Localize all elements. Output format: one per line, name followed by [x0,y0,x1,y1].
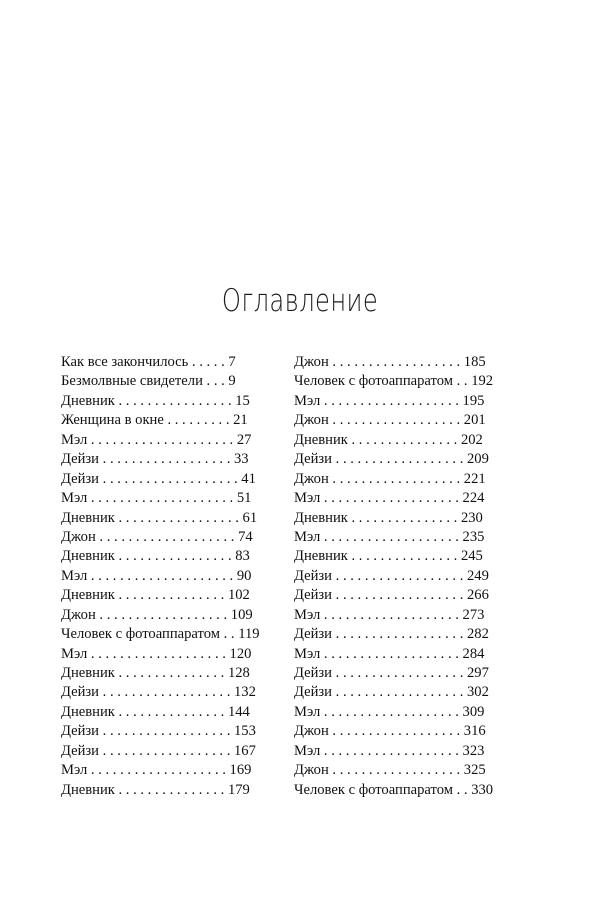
toc-entry: Дневник . . . . . . . . . . . . . . . 202 [294,431,483,448]
page-title: Оглавление [221,283,379,319]
toc-entry: Дейзи . . . . . . . . . . . . . . . . . . 282 [294,626,489,643]
toc-entry: Дневник . . . . . . . . . . . . . . . 102 [61,587,250,604]
toc-entry: Дейзи . . . . . . . . . . . . . . . . . . 297 [294,665,489,681]
toc-entry: Джон . . . . . . . . . . . . . . . . . . 221 [294,470,486,487]
toc-entry: Мэл . . . . . . . . . . . . . . . . . . . 224 [294,490,485,507]
toc-entry: Джон . . . . . . . . . . . . . . . . . . 109 [61,606,253,623]
toc-entry: Безмолвные свидетели . . . 9 [61,373,236,390]
toc-entry: Мэл . . . . . . . . . . . . . . . . . . . 169 [61,762,252,779]
toc-entry: Мэл . . . . . . . . . . . . . . . . . . . 120 [61,645,252,662]
toc-entry: Дейзи . . . . . . . . . . . . . . . . . . 132 [61,684,256,701]
toc-entry: Джон . . . . . . . . . . . . . . . . . . . 74 [61,528,253,545]
toc-entry: Дневник . . . . . . . . . . . . . . . 245 [294,548,483,565]
toc-entry: Дейзи . . . . . . . . . . . . . . . . . . 167 [61,742,256,759]
toc-entry: Человек с фотоаппаратом . . 192 [294,373,494,390]
toc-entry: Мэл . . . . . . . . . . . . . . . . . . . 235 [294,528,485,545]
toc-entry: Дейзи . . . . . . . . . . . . . . . . . . 209 [294,451,489,468]
toc-entry: Джон . . . . . . . . . . . . . . . . . . 185 [294,354,486,370]
toc-entry: Джон . . . . . . . . . . . . . . . . . . 201 [294,412,486,429]
toc-entry: Мэл . . . . . . . . . . . . . . . . . . . 273 [294,606,485,623]
toc-entry: Дейзи . . . . . . . . . . . . . . . . . . 266 [294,587,489,604]
toc-entry: Дневник . . . . . . . . . . . . . . . 230 [294,509,483,526]
toc-entry: Дейзи . . . . . . . . . . . . . . . . . . 33 [61,451,249,468]
toc-entry: Дейзи . . . . . . . . . . . . . . . . . . . 41 [61,470,256,487]
toc-entry: Дневник . . . . . . . . . . . . . . . 128 [61,665,250,681]
toc-entry: Мэл . . . . . . . . . . . . . . . . . . . 323 [294,742,485,759]
toc-entry: Дневник . . . . . . . . . . . . . . . . 15 [61,392,250,409]
toc-entry: Дейзи . . . . . . . . . . . . . . . . . . 153 [61,723,256,740]
toc-entry: Мэл . . . . . . . . . . . . . . . . . . . . 51 [61,490,252,507]
toc-entry: Мэл . . . . . . . . . . . . . . . . . . . 284 [294,645,485,662]
toc-entry: Дневник . . . . . . . . . . . . . . . . 83 [61,548,250,565]
toc-entry: Мэл . . . . . . . . . . . . . . . . . . . 195 [294,392,485,409]
toc-entry: Дневник . . . . . . . . . . . . . . . 144 [61,703,250,720]
toc-entry: Человек с фотоаппаратом . . 330 [294,781,494,798]
toc-left-column [61,353,262,800]
toc-entry: Человек с фотоаппаратом . . 119 [61,626,260,643]
toc-entry: Мэл . . . . . . . . . . . . . . . . . . . . 27 [61,431,252,448]
toc-entry: Дейзи . . . . . . . . . . . . . . . . . . 249 [294,567,489,584]
toc-entry: Дейзи . . . . . . . . . . . . . . . . . . 302 [294,684,489,701]
toc-entry: Мэл . . . . . . . . . . . . . . . . . . . . 90 [61,567,252,584]
toc-entry: Мэл . . . . . . . . . . . . . . . . . . . 309 [294,703,485,720]
toc-entry: Джон . . . . . . . . . . . . . . . . . . 325 [294,762,486,779]
toc-entry: Женщина в окне . . . . . . . . . 21 [61,412,248,429]
toc-entry: Джон . . . . . . . . . . . . . . . . . . 316 [294,723,486,740]
toc-entry: Дневник . . . . . . . . . . . . . . . 179 [61,781,250,798]
toc-right-column [294,353,501,800]
toc-entry: Как все закончилось . . . . . 7 [61,354,236,370]
toc-entry: Дневник . . . . . . . . . . . . . . . . . 61 [61,509,258,526]
